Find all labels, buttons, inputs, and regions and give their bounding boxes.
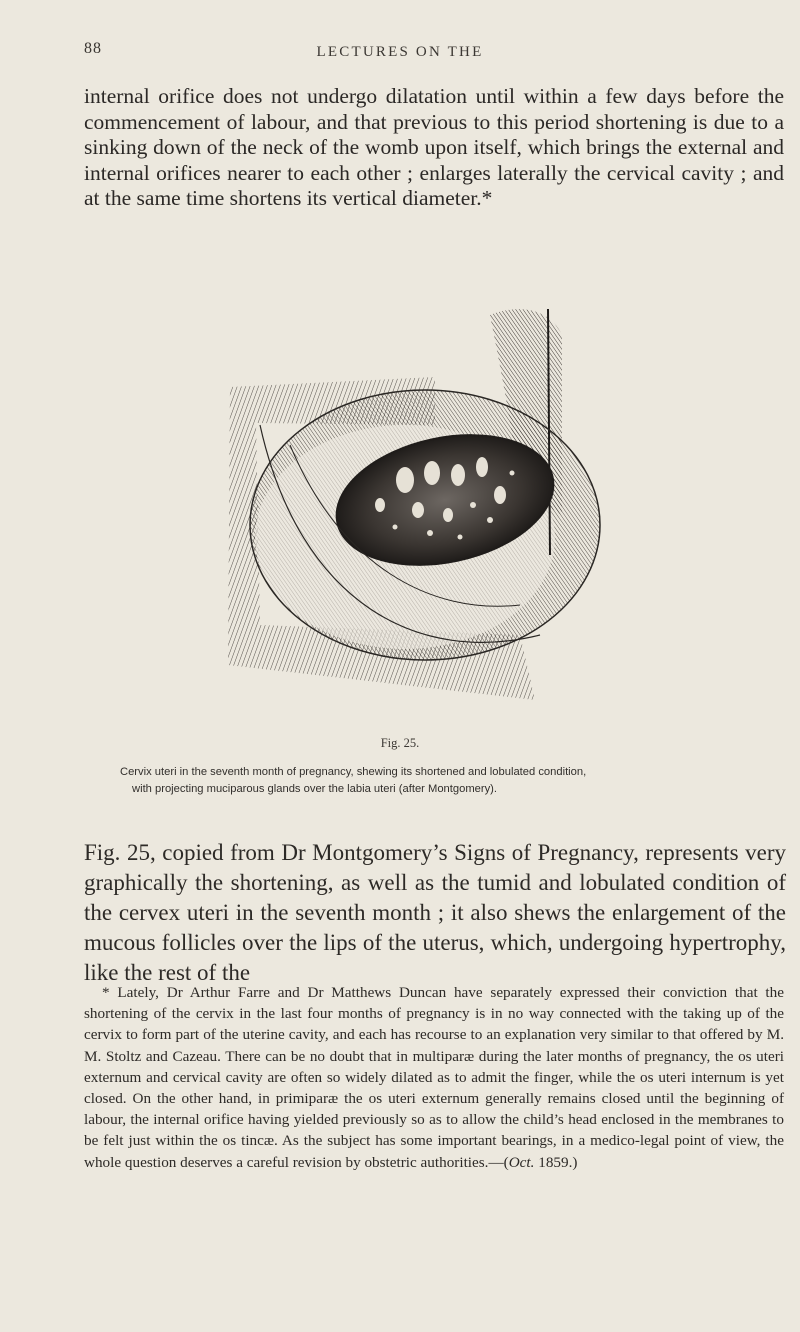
figure-engraving xyxy=(190,305,620,725)
caption-line-2: with projecting muciparous glands over the labia uteri (after Montgomery). xyxy=(132,783,498,795)
page-number: 88 xyxy=(84,40,102,57)
footnote xyxy=(84,982,784,1173)
footnote-text: * Lately, Dr Arthur Farre and Dr Matthews Duncan have separately expressed their conviction that the shortening of the cervix in the last four months of pregnancy is in no way connected with the taking up of the cervix to form part of the uterine cavity, and each has recourse to an explanation very similar to that offered by M. M. Stoltz and Cazeau. There can be no doubt that in multiparæ during the later months of pregnancy, the os uteri externum and cervical cavity are often so widely dilated as to admit the finger, while the os uteri internum is yet closed. On the other hand, in primiparæ the os uteri externum generally remains closed until the beginning of labour, the internal orifice having yielded previously so as to allow the child’s head enclosed in the membranes to be felt just within the os tincæ. As the subject has some important bearings, in a medico-legal point of view, the whole question deserves a careful revision by obstetric authorities.—( xyxy=(84,984,784,1171)
running-head: LECTURES ON THE xyxy=(316,44,484,60)
body-paragraph-main: Fig. 25, copied from Dr Montgomery’s Signs of Pregnancy, represents very graphically the shortening, as well as the tumid and lobulated condition of the cervex uteri in the seventh month ; it also shews the enlargement of the mucous follicles over the lips of the uterus, which, undergoing hypertrophy, like the rest of the xyxy=(84,840,786,985)
footnote-tail: 1859.) xyxy=(534,1153,578,1171)
caption-line-1: Cervix uteri in the seventh month of pregnancy, shewing its shortened and lobulated condition, xyxy=(120,766,587,778)
figure-label: Fig. 25. xyxy=(380,736,420,750)
figure-caption xyxy=(120,764,770,798)
cervix-illustration xyxy=(190,305,620,725)
footnote-date: Oct. xyxy=(508,1153,535,1171)
body-paragraph-top: internal orifice does not undergo dilatation until within a few days before the commencement of labour, and that previous to this period shortening is due to a sinking down of the neck of the womb upon itself, which brings the external and internal orifices nearer to each other ; enlarges laterally the cervical cavity ; and at the same time shortens its vertical diameter.* xyxy=(84,84,784,210)
